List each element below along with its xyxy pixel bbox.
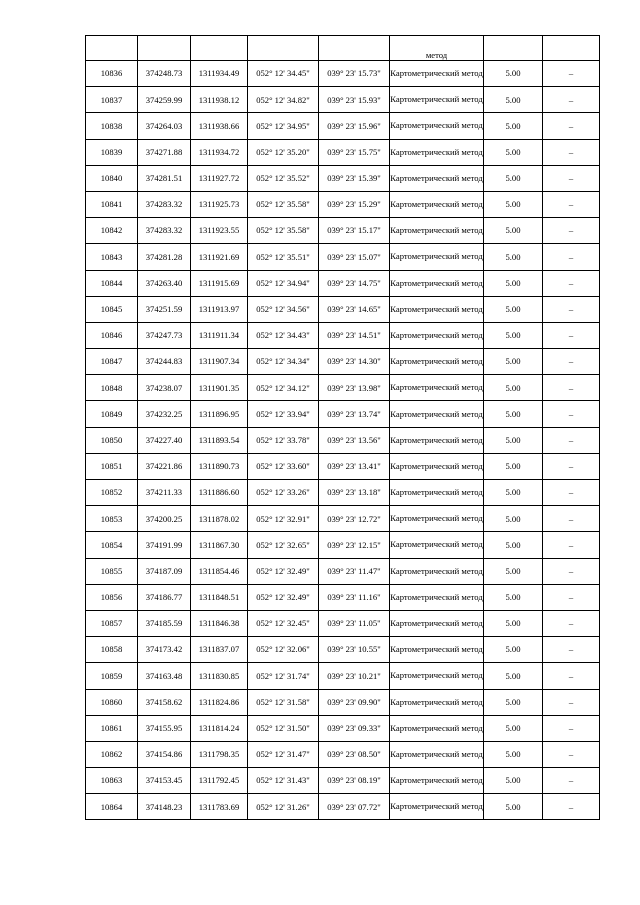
table-row: [86, 506, 600, 532]
table-row: [86, 113, 600, 139]
cell-number: 10855: [86, 558, 138, 584]
cell-method: Картометрический метод: [390, 349, 484, 375]
cell-y: 1311938.66: [191, 113, 248, 139]
cell-method: Картометрический метод: [390, 532, 484, 558]
table-row: [86, 375, 600, 401]
cell-longitude: 039° 23' 15.39": [319, 165, 390, 191]
cell-x: 374211.33: [138, 480, 191, 506]
cell-longitude: 039° 23' 13.56": [319, 427, 390, 453]
cell-method: Картометрический метод: [390, 244, 484, 270]
cell-note: –: [543, 794, 600, 820]
cell-longitude: 039° 23' 15.73": [319, 61, 390, 87]
cell-note: –: [543, 165, 600, 191]
cell-latitude: 052° 12' 34.82": [248, 87, 319, 113]
table-row: [86, 532, 600, 558]
cell-method: Картометрический метод: [390, 480, 484, 506]
cell-x: 374187.09: [138, 558, 191, 584]
table-row: [86, 322, 600, 348]
cell-longitude: 039° 23' 13.74": [319, 401, 390, 427]
cell-longitude: 039° 23' 10.55": [319, 637, 390, 663]
cell-latitude: 052° 12' 31.74": [248, 663, 319, 689]
table-row: [86, 218, 600, 244]
cell-y: 1311846.38: [191, 610, 248, 636]
cell-latitude: 052° 12' 32.65": [248, 532, 319, 558]
cell-note: –: [543, 637, 600, 663]
cell-x: 374264.03: [138, 113, 191, 139]
cell-accuracy: 5.00: [484, 610, 543, 636]
cell-accuracy: 5.00: [484, 165, 543, 191]
cell-method: Картометрический метод: [390, 270, 484, 296]
cell-method: Картометрический метод: [390, 506, 484, 532]
cell-note: –: [543, 244, 600, 270]
cell-number: 10847: [86, 349, 138, 375]
cell-number: 10857: [86, 610, 138, 636]
cell-y: 1311814.24: [191, 715, 248, 741]
cell-accuracy: 5.00: [484, 794, 543, 820]
cell-latitude: 052° 12' 34.34": [248, 349, 319, 375]
table-row: [86, 610, 600, 636]
cell-number: 10853: [86, 506, 138, 532]
cell-method: Картометрический метод: [390, 191, 484, 217]
cell-y: 1311913.97: [191, 296, 248, 322]
cell-note: [543, 36, 600, 61]
cell-number: 10842: [86, 218, 138, 244]
cell-number: 10854: [86, 532, 138, 558]
cell-longitude: 039° 23' 15.93": [319, 87, 390, 113]
cell-x: 374259.99: [138, 87, 191, 113]
cell-accuracy: 5.00: [484, 270, 543, 296]
cell-note: –: [543, 191, 600, 217]
cell-method: Картометрический метод: [390, 87, 484, 113]
cell-accuracy: 5.00: [484, 584, 543, 610]
cell-longitude: 039° 23' 13.98": [319, 375, 390, 401]
cell-y: 1311792.45: [191, 768, 248, 794]
cell-longitude: 039° 23' 15.96": [319, 113, 390, 139]
cell-latitude: 052° 12' 34.56": [248, 296, 319, 322]
cell-x: 374154.86: [138, 741, 191, 767]
cell-note: –: [543, 375, 600, 401]
table-row: [86, 637, 600, 663]
cell-x: 374263.40: [138, 270, 191, 296]
cell-x: 374281.28: [138, 244, 191, 270]
cell-method: Картометрический метод: [390, 584, 484, 610]
cell-longitude: 039° 23' 14.75": [319, 270, 390, 296]
cell-accuracy: [484, 36, 543, 61]
cell-longitude: 039° 23' 11.47": [319, 558, 390, 584]
cell-y: 1311854.46: [191, 558, 248, 584]
cell-y: 1311798.35: [191, 741, 248, 767]
cell-accuracy: 5.00: [484, 322, 543, 348]
cell-latitude: 052° 12' 34.45": [248, 61, 319, 87]
cell-y: 1311837.07: [191, 637, 248, 663]
table-row: [86, 689, 600, 715]
cell-number: 10848: [86, 375, 138, 401]
cell-accuracy: 5.00: [484, 480, 543, 506]
cell-note: –: [543, 322, 600, 348]
cell-accuracy: 5.00: [484, 139, 543, 165]
cell-note: –: [543, 689, 600, 715]
cell-latitude: 052° 12' 32.06": [248, 637, 319, 663]
cell-y: 1311824.86: [191, 689, 248, 715]
cell-note: –: [543, 270, 600, 296]
cell-accuracy: 5.00: [484, 506, 543, 532]
cell-y: 1311921.69: [191, 244, 248, 270]
cell-number: 10859: [86, 663, 138, 689]
cell-latitude: 052° 12' 33.60": [248, 453, 319, 479]
cell-longitude: 039° 23' 10.21": [319, 663, 390, 689]
cell-latitude: 052° 12' 33.78": [248, 427, 319, 453]
cell-longitude: 039° 23' 08.19": [319, 768, 390, 794]
cell-method: Картометрический метод: [390, 218, 484, 244]
cell-latitude: 052° 12' 34.95": [248, 113, 319, 139]
cell-note: –: [543, 480, 600, 506]
cell-accuracy: 5.00: [484, 741, 543, 767]
cell-latitude: 052° 12' 31.47": [248, 741, 319, 767]
cell-note: –: [543, 401, 600, 427]
cell-accuracy: 5.00: [484, 768, 543, 794]
table-row: [86, 794, 600, 820]
table-row: [86, 715, 600, 741]
cell-note: –: [543, 349, 600, 375]
cell-latitude: 052° 12' 35.58": [248, 218, 319, 244]
cell-x: 374283.32: [138, 191, 191, 217]
cell-note: –: [543, 296, 600, 322]
cell-y: 1311938.12: [191, 87, 248, 113]
cell-longitude: 039° 23' 13.18": [319, 480, 390, 506]
cell-note: –: [543, 61, 600, 87]
cell-x: 374232.25: [138, 401, 191, 427]
cell-x: 374248.73: [138, 61, 191, 87]
cell-accuracy: 5.00: [484, 689, 543, 715]
cell-longitude: 039° 23' 15.75": [319, 139, 390, 165]
cell-y: [191, 36, 248, 61]
cell-x: 374221.86: [138, 453, 191, 479]
cell-number: 10841: [86, 191, 138, 217]
cell-latitude: 052° 12' 32.45": [248, 610, 319, 636]
cell-note: –: [543, 87, 600, 113]
cell-x: 374163.48: [138, 663, 191, 689]
cell-latitude: 052° 12' 34.43": [248, 322, 319, 348]
cell-note: –: [543, 663, 600, 689]
table-row: [86, 165, 600, 191]
cell-longitude: 039° 23' 14.65": [319, 296, 390, 322]
cell-method: Картометрический метод: [390, 689, 484, 715]
cell-longitude: 039° 23' 11.16": [319, 584, 390, 610]
table-row: [86, 296, 600, 322]
cell-accuracy: 5.00: [484, 715, 543, 741]
table-row: [86, 558, 600, 584]
cell-y: 1311911.34: [191, 322, 248, 348]
cell-number: 10861: [86, 715, 138, 741]
table-row: [86, 349, 600, 375]
cell-latitude: 052° 12' 33.94": [248, 401, 319, 427]
cell-number: 10840: [86, 165, 138, 191]
cell-number: 10844: [86, 270, 138, 296]
cell-note: –: [543, 427, 600, 453]
cell-number: 10863: [86, 768, 138, 794]
cell-y: 1311848.51: [191, 584, 248, 610]
cell-accuracy: 5.00: [484, 113, 543, 139]
cell-note: –: [543, 610, 600, 636]
cell-x: 374247.73: [138, 322, 191, 348]
table-row: [86, 480, 600, 506]
cell-number: 10843: [86, 244, 138, 270]
cell-accuracy: 5.00: [484, 401, 543, 427]
cell-y: 1311915.69: [191, 270, 248, 296]
cell-x: 374200.25: [138, 506, 191, 532]
table-row: [86, 87, 600, 113]
cell-accuracy: 5.00: [484, 349, 543, 375]
cell-number: 10862: [86, 741, 138, 767]
cell-y: 1311927.72: [191, 165, 248, 191]
cell-latitude: 052° 12' 35.52": [248, 165, 319, 191]
cell-method: Картометрический метод: [390, 741, 484, 767]
cell-method: Картометрический метод: [390, 322, 484, 348]
cell-method: Картометрический метод: [390, 794, 484, 820]
cell-note: –: [543, 715, 600, 741]
cell-y: 1311923.55: [191, 218, 248, 244]
cell-y: 1311934.49: [191, 61, 248, 87]
cell-latitude: 052° 12' 32.91": [248, 506, 319, 532]
cell-method: Картометрический метод: [390, 401, 484, 427]
cell-y: 1311934.72: [191, 139, 248, 165]
cell-accuracy: 5.00: [484, 427, 543, 453]
cell-note: –: [543, 558, 600, 584]
cell-latitude: 052° 12' 31.50": [248, 715, 319, 741]
table-row: [86, 663, 600, 689]
cell-number: 10839: [86, 139, 138, 165]
cell-number: 10852: [86, 480, 138, 506]
cell-method: Картометрический метод: [390, 715, 484, 741]
cell-number: 10837: [86, 87, 138, 113]
cell-number: 10850: [86, 427, 138, 453]
cell-x: 374185.59: [138, 610, 191, 636]
table-row-continued: [86, 36, 600, 61]
cell-y: 1311878.02: [191, 506, 248, 532]
cell-number: 10846: [86, 322, 138, 348]
table-row: [86, 741, 600, 767]
cell-y: 1311893.54: [191, 427, 248, 453]
cell-accuracy: 5.00: [484, 663, 543, 689]
cell-longitude: 039° 23' 11.05": [319, 610, 390, 636]
table-row: [86, 427, 600, 453]
cell-accuracy: 5.00: [484, 244, 543, 270]
cell-longitude: 039° 23' 15.17": [319, 218, 390, 244]
cell-longitude: 039° 23' 09.90": [319, 689, 390, 715]
cell-method: Картометрический метод: [390, 113, 484, 139]
cell-x: 374244.83: [138, 349, 191, 375]
cell-accuracy: 5.00: [484, 532, 543, 558]
cell-method: Картометрический метод: [390, 610, 484, 636]
cell-x: 374227.40: [138, 427, 191, 453]
cell-y: 1311867.30: [191, 532, 248, 558]
cell-x: 374155.95: [138, 715, 191, 741]
cell-number: 10858: [86, 637, 138, 663]
cell-longitude: [319, 36, 390, 61]
cell-note: –: [543, 506, 600, 532]
cell-latitude: 052° 12' 32.49": [248, 584, 319, 610]
table-row: [86, 453, 600, 479]
cell-accuracy: 5.00: [484, 61, 543, 87]
cell-number: 10849: [86, 401, 138, 427]
coordinates-table: [85, 35, 600, 820]
cell-x: 374158.62: [138, 689, 191, 715]
cell-longitude: 039° 23' 09.33": [319, 715, 390, 741]
cell-latitude: 052° 12' 31.43": [248, 768, 319, 794]
cell-latitude: 052° 12' 31.58": [248, 689, 319, 715]
cell-note: –: [543, 532, 600, 558]
cell-accuracy: 5.00: [484, 637, 543, 663]
cell-note: –: [543, 741, 600, 767]
cell-latitude: 052° 12' 34.12": [248, 375, 319, 401]
cell-accuracy: 5.00: [484, 218, 543, 244]
cell-accuracy: 5.00: [484, 453, 543, 479]
cell-accuracy: 5.00: [484, 558, 543, 584]
table-row: [86, 139, 600, 165]
cell-method: Картометрический метод: [390, 768, 484, 794]
table-row: [86, 584, 600, 610]
cell-y: 1311907.34: [191, 349, 248, 375]
table-row: [86, 401, 600, 427]
cell-x: 374191.99: [138, 532, 191, 558]
cell-latitude: 052° 12' 31.26": [248, 794, 319, 820]
cell-longitude: 039° 23' 13.41": [319, 453, 390, 479]
cell-latitude: 052° 12' 35.58": [248, 191, 319, 217]
cell-number: 10851: [86, 453, 138, 479]
cell-note: –: [543, 584, 600, 610]
cell-number: 10860: [86, 689, 138, 715]
cell-method: Картометрический метод: [390, 61, 484, 87]
cell-longitude: 039° 23' 15.29": [319, 191, 390, 217]
cell-longitude: 039° 23' 08.50": [319, 741, 390, 767]
cell-method: Картометрический метод: [390, 165, 484, 191]
cell-x: 374238.07: [138, 375, 191, 401]
cell-number: 10838: [86, 113, 138, 139]
cell-longitude: 039° 23' 14.51": [319, 322, 390, 348]
cell-latitude: 052° 12' 34.94": [248, 270, 319, 296]
cell-accuracy: 5.00: [484, 375, 543, 401]
cell-y: 1311830.85: [191, 663, 248, 689]
cell-longitude: 039° 23' 12.72": [319, 506, 390, 532]
cell-y: 1311890.73: [191, 453, 248, 479]
cell-x: 374173.42: [138, 637, 191, 663]
cell-longitude: 039° 23' 15.07": [319, 244, 390, 270]
cell-method: Картометрический метод: [390, 427, 484, 453]
cell-x: 374271.88: [138, 139, 191, 165]
cell-y: 1311896.95: [191, 401, 248, 427]
cell-x: 374281.51: [138, 165, 191, 191]
cell-x: [138, 36, 191, 61]
cell-longitude: 039° 23' 12.15": [319, 532, 390, 558]
table-row: [86, 191, 600, 217]
cell-x: 374283.32: [138, 218, 191, 244]
table-row: [86, 768, 600, 794]
cell-number: 10856: [86, 584, 138, 610]
table-row: [86, 244, 600, 270]
table-row: [86, 61, 600, 87]
cell-note: –: [543, 768, 600, 794]
cell-latitude: 052° 12' 35.20": [248, 139, 319, 165]
cell-note: –: [543, 218, 600, 244]
cell-method: Картометрический метод: [390, 296, 484, 322]
cell-y: 1311783.69: [191, 794, 248, 820]
cell-y: 1311886.60: [191, 480, 248, 506]
cell-latitude: [248, 36, 319, 61]
cell-method: метод: [390, 36, 484, 61]
table-row: [86, 270, 600, 296]
cell-y: 1311925.73: [191, 191, 248, 217]
cell-latitude: 052° 12' 35.51": [248, 244, 319, 270]
cell-method: Картометрический метод: [390, 139, 484, 165]
cell-y: 1311901.35: [191, 375, 248, 401]
cell-number: 10845: [86, 296, 138, 322]
cell-x: 374148.23: [138, 794, 191, 820]
cell-method: Картометрический метод: [390, 375, 484, 401]
cell-number: [86, 36, 138, 61]
cell-method: Картометрический метод: [390, 453, 484, 479]
cell-number: 10836: [86, 61, 138, 87]
cell-accuracy: 5.00: [484, 87, 543, 113]
cell-latitude: 052° 12' 32.49": [248, 558, 319, 584]
cell-accuracy: 5.00: [484, 191, 543, 217]
cell-note: –: [543, 453, 600, 479]
cell-longitude: 039° 23' 14.30": [319, 349, 390, 375]
cell-number: 10864: [86, 794, 138, 820]
cell-longitude: 039° 23' 07.72": [319, 794, 390, 820]
cell-method: Картометрический метод: [390, 558, 484, 584]
cell-note: –: [543, 113, 600, 139]
cell-latitude: 052° 12' 33.26": [248, 480, 319, 506]
cell-accuracy: 5.00: [484, 296, 543, 322]
cell-x: 374153.45: [138, 768, 191, 794]
cell-note: –: [543, 139, 600, 165]
cell-x: 374186.77: [138, 584, 191, 610]
cell-method: Картометрический метод: [390, 637, 484, 663]
cell-method: Картометрический метод: [390, 663, 484, 689]
cell-x: 374251.59: [138, 296, 191, 322]
